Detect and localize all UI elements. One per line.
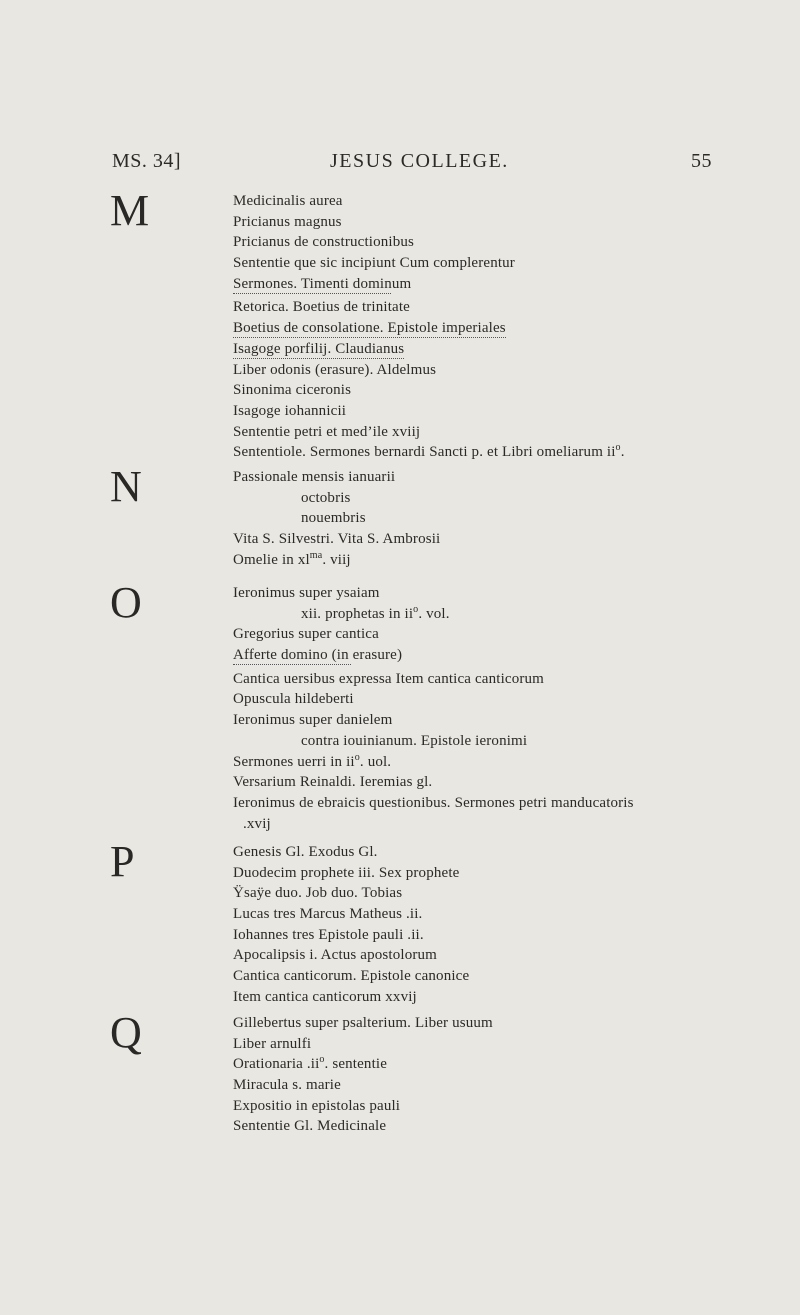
entry-line: Passionale mensis ianuarii [233, 469, 396, 485]
entry-line: Sententiole. Sermones bernardi Sancti p. et Libri omeliarum $ii^o$. [233, 442, 625, 461]
dotted-underlined-text: Afferte domino (in erasure) [233, 647, 403, 664]
dotted-underlined-text: Sermones. Timenti dominum [233, 275, 412, 292]
entry-line: Pricianus de constructionibus [233, 234, 414, 251]
entry-line: Cantica canticorum. Epistole canonice [233, 968, 470, 985]
section-letter: N [110, 462, 142, 511]
entry-line: Sententie Gl. Medicinale [233, 1118, 387, 1135]
entry-line: Vita S. Silvestri. Vita S. Ambrosii [233, 531, 441, 548]
superscript: ma [309, 549, 323, 561]
entry-line: octobris [301, 489, 351, 506]
entry-line [233, 318, 793, 339]
entry-line: Ieronimus super ysaiam [233, 585, 380, 601]
entry-line [233, 550, 793, 571]
dotted-underlined-text: Boetius de consolatione. Epistole imperiales [233, 320, 506, 337]
entry-line: Iohannes tres Epistole pauli .ii. [233, 926, 424, 943]
entry-line: Opuscula hildeberti [233, 691, 354, 708]
running-title: JESUS COLLEGE. [330, 150, 509, 172]
entry-line: Cantica uersibus expressa Item cantica canticorum [233, 670, 544, 687]
line-tail: . viij [322, 551, 351, 568]
entry-line: Pricianus magnus [233, 213, 342, 230]
entry-line: Gillebertus super psalterium. Liber usuum [233, 1015, 493, 1031]
superscript: o [319, 1054, 325, 1066]
line-text: Sermones uerri in ii [233, 753, 355, 770]
entry-line [233, 645, 793, 666]
entry-line: Lucas tres Marcus Matheus .ii. [233, 906, 423, 923]
entry-line: .xvij [243, 815, 271, 832]
entry-line: Liber arnulfi [233, 1035, 312, 1052]
entry-line: Ÿsaÿe duo. Job duo. Tobias [233, 885, 403, 902]
entry-line: Sententie que sic incipiunt Cum complerentur [233, 255, 515, 272]
entry-line: Liber odonis (erasure). Aldelmus [233, 361, 437, 378]
section-lines [233, 842, 793, 1008]
entry-line [233, 604, 793, 625]
entry-line: Genesis Gl. Exodus Gl. [233, 844, 378, 860]
section-letter: M [110, 186, 150, 235]
entry-line: Ieronimus super danielem [233, 712, 393, 729]
page-number: 55 [691, 150, 712, 172]
line-tail: . vol. [418, 605, 450, 622]
entry-line [233, 339, 793, 360]
entry-line [233, 1054, 793, 1075]
entry-line: Medicinalis aurea [233, 193, 343, 209]
section-lines [233, 191, 793, 463]
line-text: Omelie in xl [233, 551, 310, 568]
section-lines [233, 467, 793, 570]
entry-line: Item cantica canticorum xxvij [233, 988, 417, 1005]
entry-line: Sinonima ciceronis [233, 382, 352, 399]
line-text: Sententiole. Sermones bernardi Sancti p. et Libri omeliarum ii [233, 444, 616, 461]
entry-line: Versarium Reinaldi. Ieremias gl. [233, 774, 433, 791]
line-text: Orationaria .ii [233, 1056, 320, 1073]
entry-line: Sententie petri et med’ile xviij [233, 423, 421, 440]
entry-line [233, 274, 793, 295]
line-tail: . uol. [359, 753, 392, 770]
section-letter: Q [110, 1008, 142, 1057]
entry-line: Gregorius super cantica [233, 626, 379, 643]
page-header [112, 150, 712, 176]
entry-line [233, 752, 793, 773]
entry-line: Retorica. Boetius de trinitate [233, 299, 410, 316]
entry-line: Duodecim prophete iii. Sex prophete [233, 864, 460, 881]
entry-line: Ieronimus de ebraicis questionibus. Sermones petri manducatoris [233, 794, 634, 811]
superscript: o [354, 751, 360, 763]
entry-line: Expositio in epistolas pauli [233, 1097, 401, 1114]
section-letter: P [110, 837, 135, 886]
entry-line: contra iouinianum. Epistole ieronimi [301, 732, 528, 749]
superscript: o [615, 442, 621, 454]
section-lines [233, 583, 793, 834]
entry-line: nouembris [301, 510, 366, 527]
entry-line: Miracula s. marie [233, 1077, 341, 1094]
entry-line: Isagoge iohannicii [233, 402, 347, 419]
section-letter: O [110, 578, 142, 627]
line-text: xii. prophetas in ii [301, 605, 414, 622]
dotted-underlined-text: Isagoge porfilij. Claudianus [233, 340, 405, 357]
entry-line: Apocalipsis i. Actus apostolorum [233, 947, 437, 964]
line-tail: . sententie [324, 1056, 388, 1073]
shelfmark: MS. 34] [112, 150, 182, 172]
superscript: o [413, 603, 419, 615]
section-lines [233, 1013, 793, 1137]
